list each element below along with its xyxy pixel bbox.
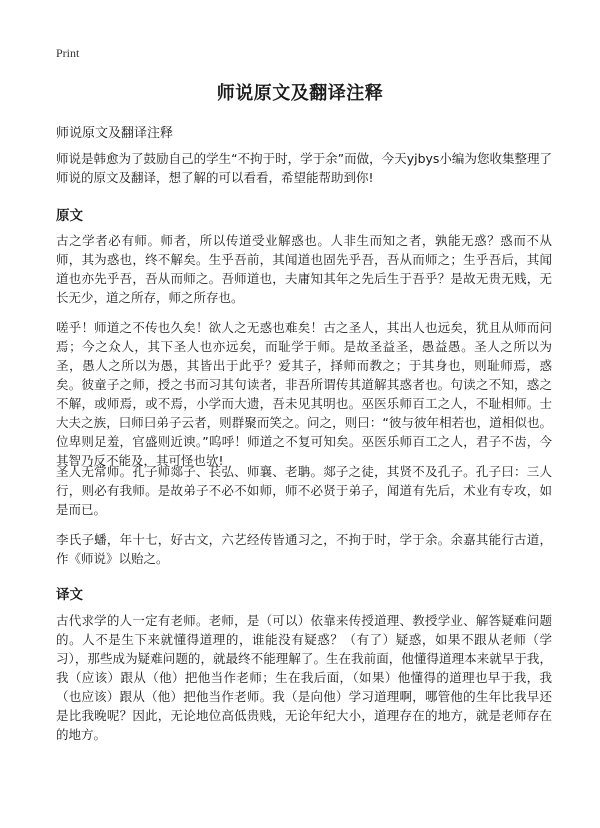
translation-paragraph-1: 古代求学的人一定有老师。老师，是（可以）依靠来传授道理、教授学业、解答疑难问题的。人不是生下来就懂得道理的，谁能没有疑惑？（有了）疑惑，如果不跟从老师（学习），那些成为疑难问题的，就最终不能理解了。生在我前面，他懂得道理本来就早于我，我（应该）跟从（他）把他当作老师；生在我后面，（如果）他懂得的道理也早于我，我（也应该）跟从（他）把他当作老师。我（是向他）学习道理啊，哪管他的生年比我早还是比我晚呢？因此，无论地位高低贵贱，无论年纪大小，道理存在的地方，就是老师存在的地方。 xyxy=(56,613,552,742)
intro-paragraph: 师说是韩愈为了鼓励自己的学生“不拘于时，学于余”而做，今天yjbys小编为您收集整理了师说的原文及翻译，想了解的可以看看，希望能帮助到你! xyxy=(56,151,552,185)
section-heading-original: 原文 xyxy=(56,208,83,224)
document-title: 师说原文及翻译注释 xyxy=(216,83,384,104)
original-paragraph-3: 圣人无常师。孔子师郯子、苌弘、师襄、老聃。郯子之徒，其贤不及孔子。孔子曰：三人行，则必有我师。是故弟子不必不如师，师不必贤于弟子，闻道有先后，术业有专攻，如是而已。 xyxy=(56,464,552,517)
document-subtitle: 师说原文及翻译注释 xyxy=(56,126,174,141)
section-heading-translation: 译文 xyxy=(56,587,83,603)
original-paragraph-4: 李氏子蟠，年十七，好古文，六艺经传皆通习之，不拘于时，学于余。余嘉其能行古道，作《师说》以贻之。 xyxy=(56,532,552,566)
original-paragraph-1: 古之学者必有师。师者，所以传道受业解惑也。人非生而知之者，孰能无惑？惑而不从师，其为惑也，终不解矣。生乎吾前，其闻道也固先乎吾，吾从而师之；生乎吾后，其闻道也亦先乎吾，吾从而师之。吾师道也，夫庸知其年之先后生于吾乎？是故无贵无贱，无长无少，道之所存，师之所存也。 xyxy=(56,233,552,305)
print-label[interactable]: Print xyxy=(56,46,80,60)
original-paragraph-2: 嗟乎！师道之不传也久矣！欲人之无惑也难矣！古之圣人，其出人也远矣，犹且从师而问焉；今之众人，其下圣人也亦远矣，而耻学于师。是故圣益圣，愚益愚。圣人之所以为圣，愚人之所以为愚，其皆出于此乎？爱其子，择师而教之；于其身也，则耻师焉，惑矣。彼童子之师，授之书而习其句读者，非吾所谓传其道解其惑者也。句读之不知，惑之不解，或师焉，或不焉，小学而大遗，吾未见其明也。巫医乐师百工之人，不耻相师。士大夫之族，曰师曰弟子云者，则群聚而笑之。问之，则曰：“彼与彼年相若也，道相似也。位卑则足羞，官盛则近谀。”呜呼！师道之不复可知矣。巫医乐师百工之人，君子不齿，今其智乃反不能及，其可怪也欤! xyxy=(56,320,552,468)
